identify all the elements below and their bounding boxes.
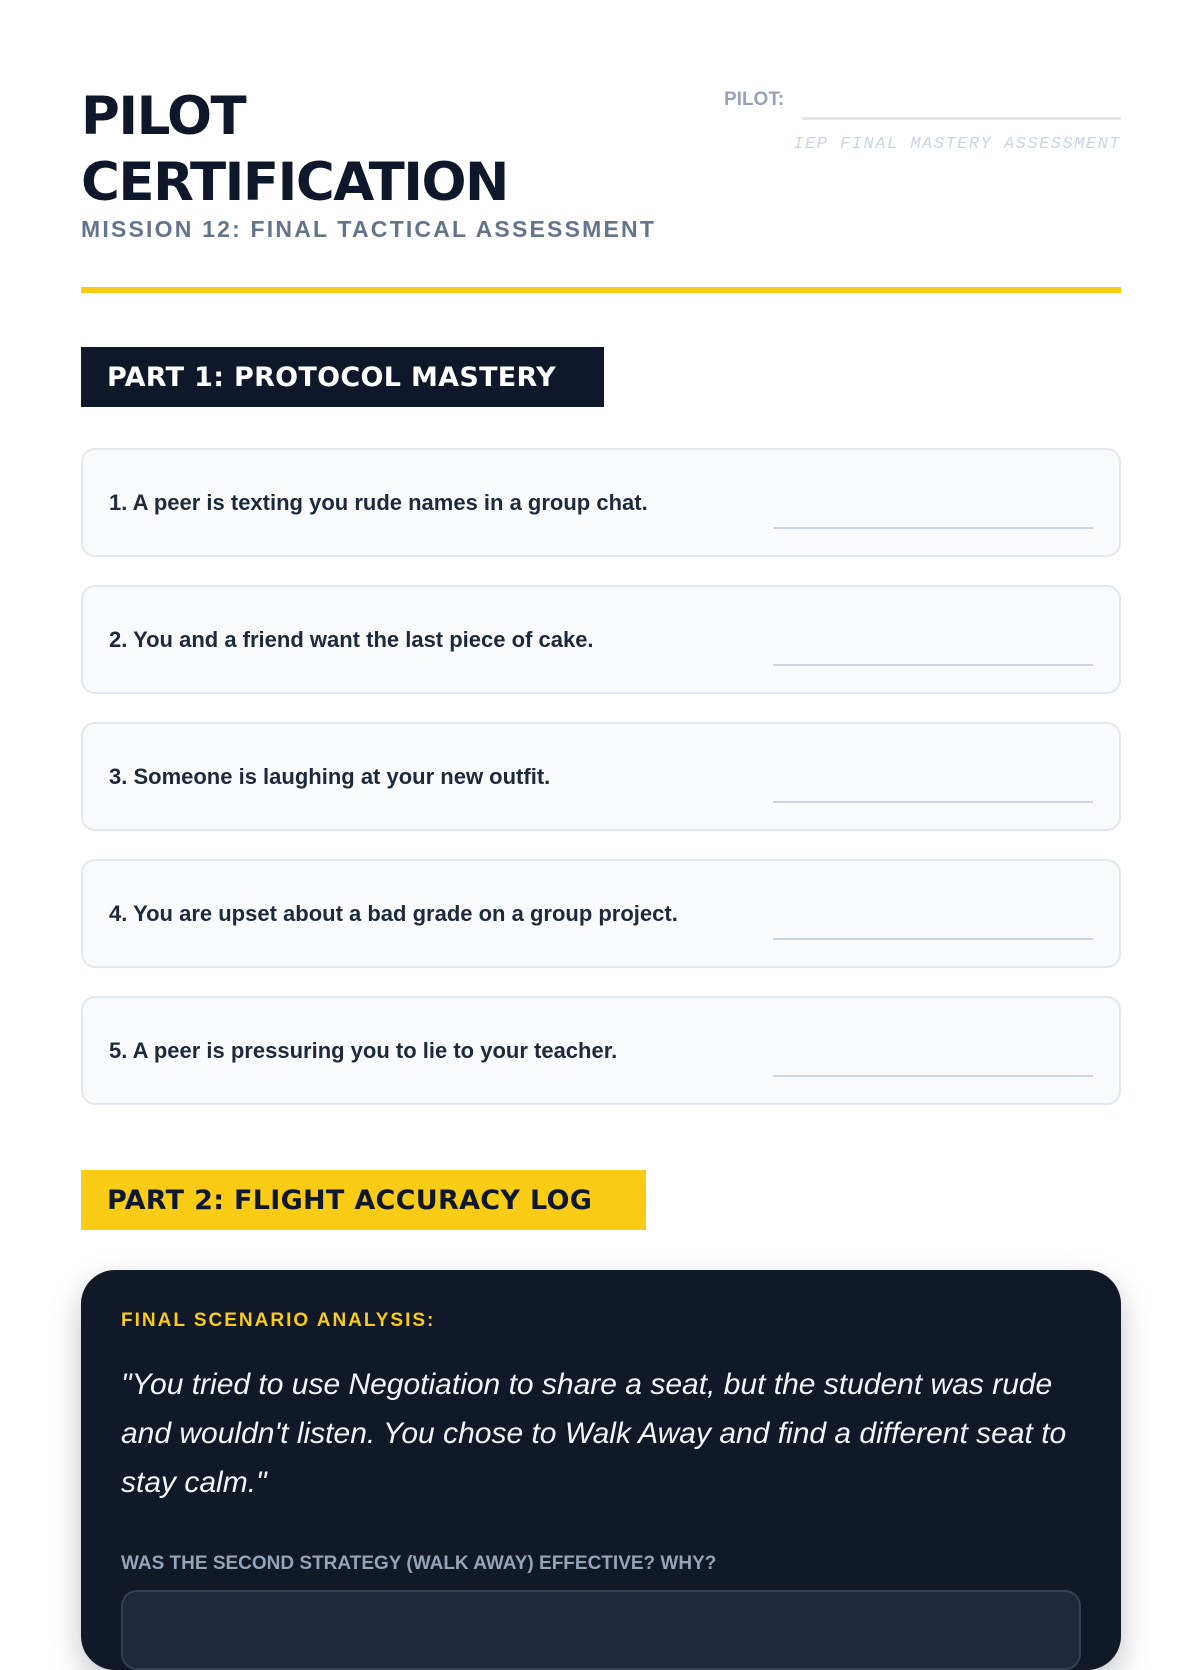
question-text: 3. Someone is laughing at your new outfit. bbox=[109, 764, 551, 789]
answer-line[interactable] bbox=[773, 938, 1093, 940]
scenario-quote: "You tried to use Negotiation to share a seat, but the student was rude and wouldn't listen. You chose to Walk Away and find a different seat to stay calm." bbox=[121, 1368, 1067, 1499]
question-card bbox=[81, 722, 1121, 831]
part1-heading: PART 1: PROTOCOL MASTERY bbox=[81, 347, 604, 407]
panel-label: FINAL SCENARIO ANALYSIS: bbox=[121, 1310, 436, 1331]
mission-subtitle: MISSION 12: FINAL TACTICAL ASSESSMENT bbox=[81, 216, 657, 242]
part2-heading: PART 2: FLIGHT ACCURACY LOG bbox=[81, 1170, 646, 1230]
question-text: 1. A peer is texting you rude names in a group chat. bbox=[109, 490, 648, 515]
reflection-answer-box[interactable] bbox=[121, 1590, 1081, 1670]
iep-note: IEP FINAL MASTERY ASSESSMENT bbox=[793, 135, 1121, 154]
answer-line[interactable] bbox=[773, 801, 1093, 803]
scenario-analysis-panel bbox=[81, 1270, 1121, 1670]
question-text: 4. You are upset about a bad grade on a group project. bbox=[109, 901, 678, 926]
question-card bbox=[81, 996, 1121, 1105]
reflection-question: WAS THE SECOND STRATEGY (WALK AWAY) EFFECTIVE? WHY? bbox=[121, 1553, 717, 1574]
pilot-label: PILOT: bbox=[724, 89, 785, 110]
answer-line[interactable] bbox=[773, 527, 1093, 529]
question-card bbox=[81, 448, 1121, 557]
question-text: 5. A peer is pressuring you to lie to your teacher. bbox=[109, 1038, 618, 1063]
question-card bbox=[81, 585, 1121, 694]
answer-line[interactable] bbox=[773, 664, 1093, 666]
page-title bbox=[81, 84, 508, 216]
header-divider bbox=[81, 287, 1121, 293]
title-line-1: PILOT bbox=[81, 86, 246, 147]
pilot-name-field[interactable] bbox=[802, 117, 1121, 120]
question-card bbox=[81, 859, 1121, 968]
question-text: 2. You and a friend want the last piece of cake. bbox=[109, 627, 594, 652]
title-line-2: CERTIFICATION bbox=[81, 152, 508, 213]
answer-line[interactable] bbox=[773, 1075, 1093, 1077]
